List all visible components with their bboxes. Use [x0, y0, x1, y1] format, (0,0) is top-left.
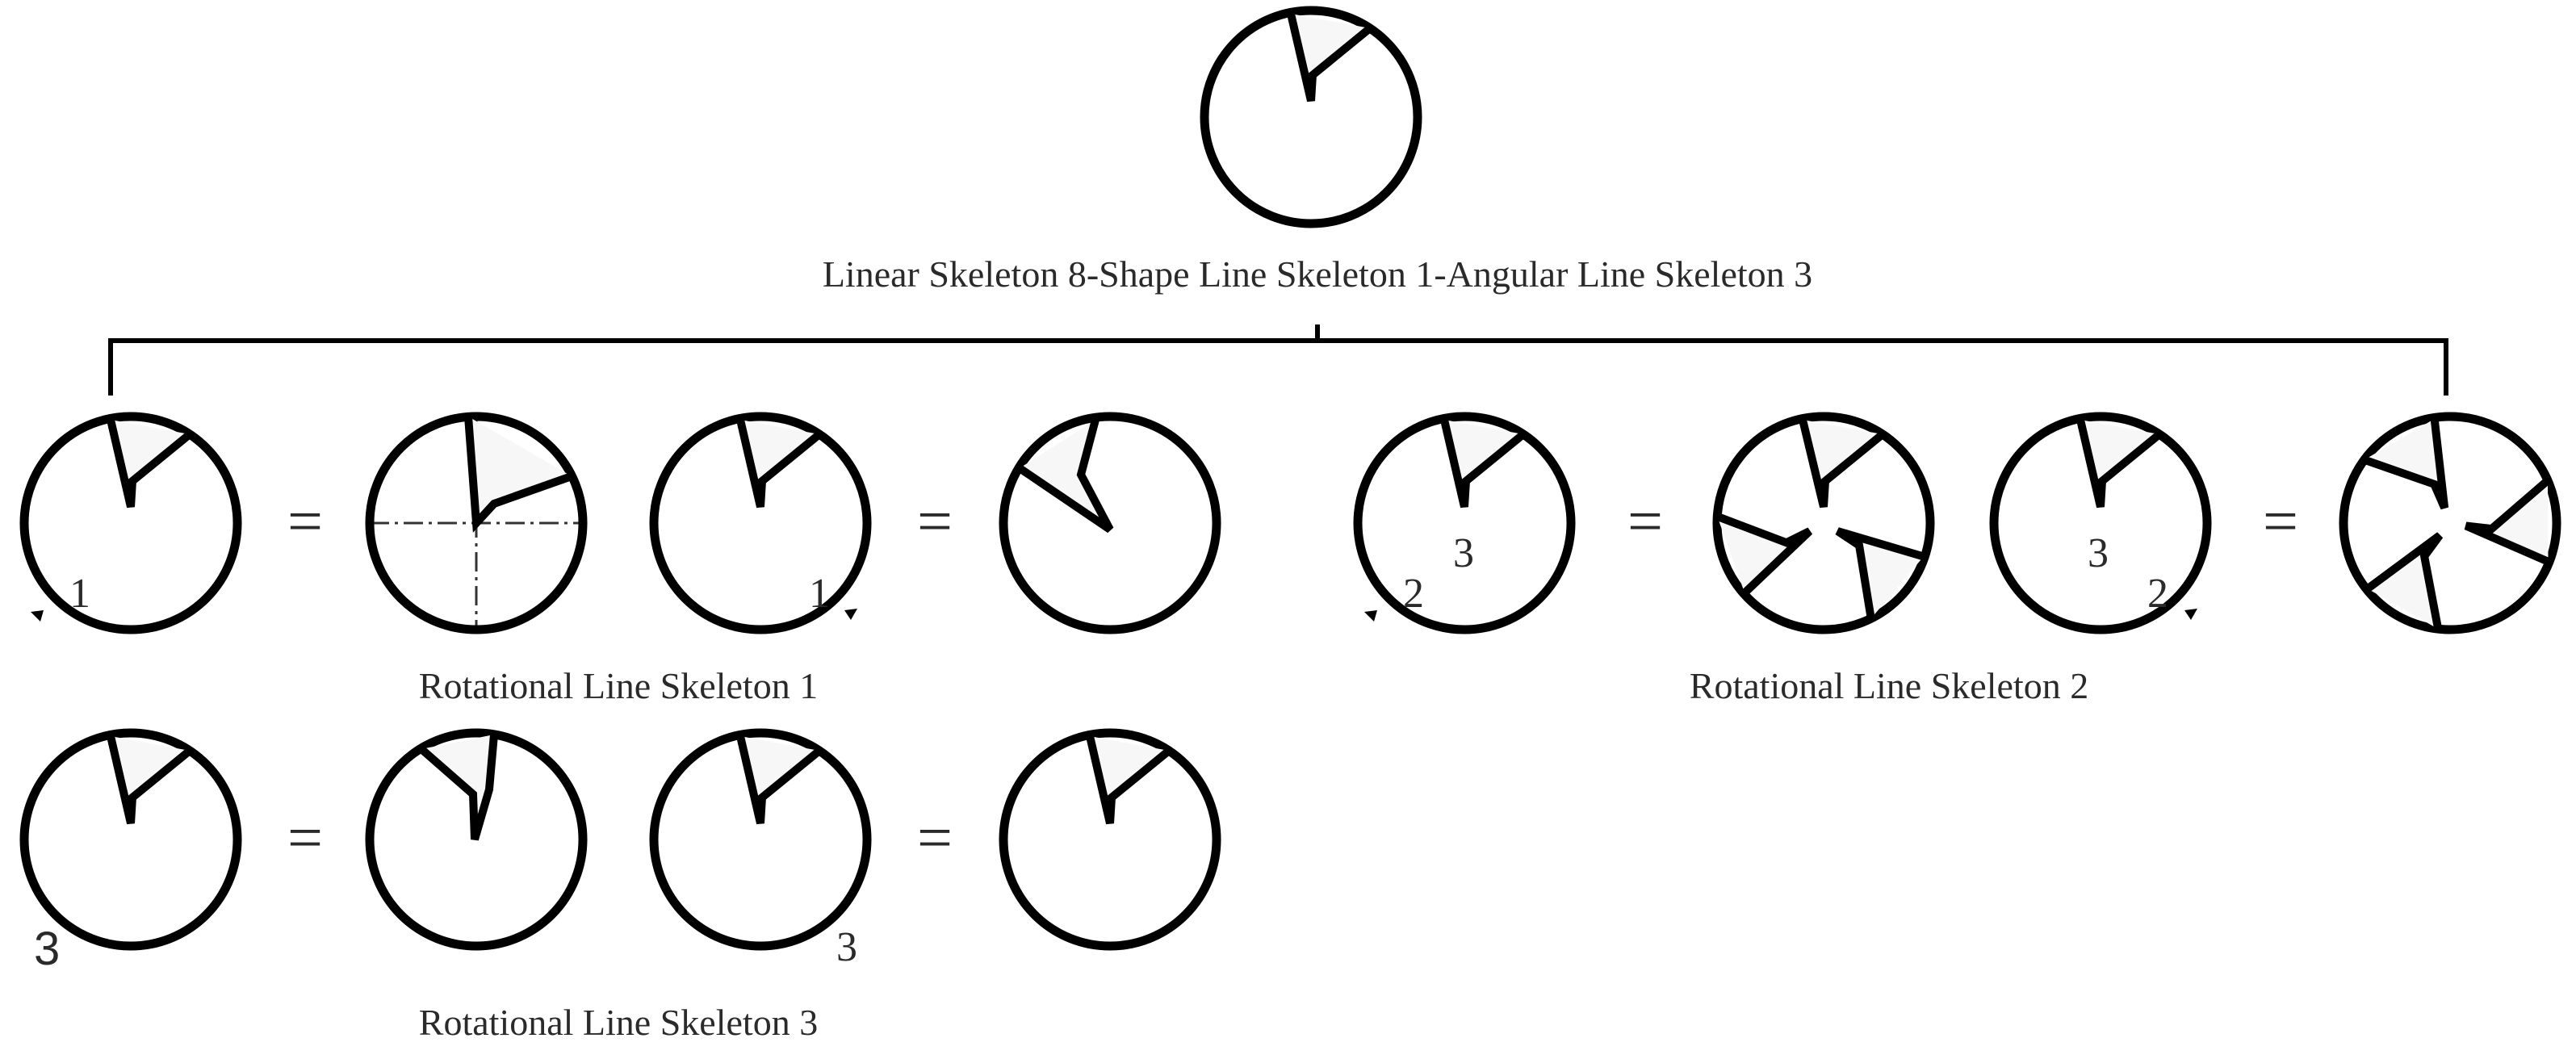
rule2-source-skeleton: [1358, 417, 1571, 630]
equals-sign: =: [287, 486, 323, 556]
rule1-result-skeleton: [370, 417, 583, 630]
rule1-source-skeleton: [24, 417, 237, 630]
rule3-right-marker: 3: [836, 924, 857, 970]
diagram-title: Linear Skeleton 8-Shape Line Skeleton 1-Angular Line Skeleton 3: [822, 253, 1813, 295]
tree-connector: [111, 324, 2446, 396]
rule3-result-skeleton-b: [1003, 733, 1217, 946]
rule1-result-skeleton-ccw: [1003, 417, 1217, 630]
rule1-caption: Rotational Line Skeleton 1: [418, 665, 819, 706]
rotation-arrow: [844, 609, 857, 620]
rule3-caption: Rotational Line Skeleton 3: [418, 1002, 819, 1043]
rule2-left-center-marker: 3: [1453, 530, 1474, 576]
rotation-arrow: [2184, 609, 2197, 620]
rule1-right-marker: 1: [809, 571, 830, 617]
rule2-result-skeleton-ccw: [2344, 417, 2562, 640]
equals-sign: =: [287, 802, 323, 873]
rule2-right-center-marker: 3: [2088, 530, 2109, 576]
rule3-source-skeleton-b: [654, 733, 867, 946]
rule3-left-marker: 3: [34, 923, 61, 975]
rotation-arrow: [1364, 610, 1377, 622]
rotation-arrow: [31, 610, 44, 622]
rule1-left-marker: 1: [69, 571, 90, 617]
rule1-source-skeleton-ccw: [654, 417, 867, 630]
rule2-result-skeleton: [1705, 417, 1930, 630]
equals-sign: =: [917, 802, 953, 873]
rule2-right-marker: 2: [2147, 571, 2168, 617]
rule3-result-skeleton: [370, 733, 583, 946]
rule2-left-marker: 2: [1403, 571, 1424, 617]
rule2-source-skeleton-ccw: [1994, 417, 2207, 630]
equals-sign: =: [1627, 486, 1663, 556]
top-skeleton: [1204, 10, 1418, 224]
rule3-source-skeleton: [24, 733, 237, 946]
equals-sign: =: [2263, 486, 2298, 556]
equals-sign: =: [917, 486, 953, 556]
rule2-caption: Rotational Line Skeleton 2: [1689, 665, 2089, 706]
